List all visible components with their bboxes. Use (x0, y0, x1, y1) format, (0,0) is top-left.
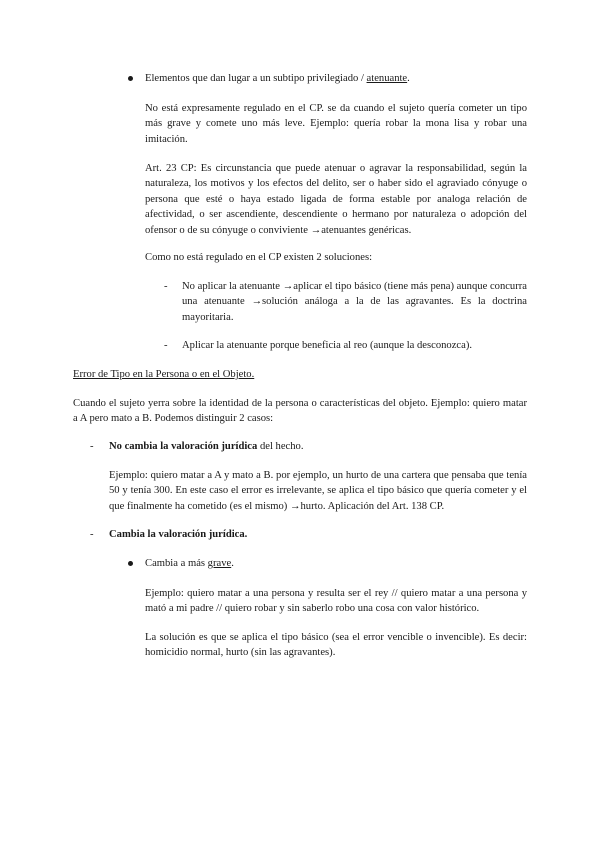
case-1-rest: del hecho. (257, 441, 304, 452)
bullet-item-atenuante (145, 71, 535, 86)
dash-marker: - (164, 340, 168, 351)
dash-marker: - (164, 281, 168, 292)
dash-marker: - (90, 529, 94, 540)
case-2-heading: Cambia la valoración jurídica. (109, 529, 248, 540)
dash-marker: - (90, 441, 94, 452)
solution-item-2: Aplicar la atenuante porque beneficia al reo (aunque la desconozca). (182, 340, 472, 351)
case-1-heading (109, 439, 527, 454)
paragraph-no-regulado: No está expresamente regulado en el CP. se da cuando el sujeto quería cometer un tipo más grave y comete uno más leve. Ejemplo: quería robar la mona lisa y robar una imitación. (145, 103, 527, 145)
bullet-text: Cambia a más (145, 558, 208, 569)
paragraph-intro: Cuando el sujeto yerra sobre la identidad de la persona o características del objeto. Ejemplo: quiero matar a A pero mato a B. Podemos distinguir 2 casos: (73, 398, 527, 425)
solution-item-1: No aplicar la atenuante →aplicar el tipo básico (tiene más pena) aunque concurra una atenuante →solución análoga a la de las agravantes. Es la doctrina mayoritaria. (182, 281, 527, 323)
bullet-text: Elementos que dan lugar a un subtipo privilegiado / (145, 73, 367, 84)
paragraph-art-23: Art. 23 CP: Es circunstancia que puede atenuar o agravar la responsabilidad, según la naturaleza, los motivos y los efectos del delito, ser o haber sido el agraviado cónyuge o persona que esté o haya estado ligada de forma estable por analoga relación de afectividad, o ser ascendiente, descendiente o hermano por naturaleza o adopción del ofensor o de su cónyuge o conviviente →atenuantes genéricas. (145, 163, 527, 236)
case-2-example: Ejemplo: quiero matar a una persona y resulta ser el rey // quiero matar a una persona y mató a mi padre // quiero robar y sin saberlo robo una cosa con valor histórico. (145, 588, 527, 615)
bullet-dot (128, 76, 133, 81)
underlined-term: atenuante (366, 73, 408, 84)
bullet-tail: . (231, 558, 234, 569)
underlined-term: grave (207, 558, 232, 569)
case-2-solucion: La solución es que se aplica el tipo básico (sea el error vencible o invencible). Es decir: homicidio normal, hurto (sin las agravantes). (145, 632, 527, 659)
bullet-dot (128, 561, 133, 566)
bullet-item-grave (145, 556, 527, 571)
case-1-example: Ejemplo: quiero matar a A y mato a B. por ejemplo, un hurto de una cartera que pensaba que tenía 50 y tenía 300. En este caso el error es irrelevante, se aplica el tipo básico que quería cometer y el que finalmente ha cometido (es el mismo) →hurto. Aplicación del Art. 138 CP. (109, 470, 527, 512)
section-heading: Error de Tipo en la Persona o en el Objeto. (73, 369, 255, 380)
bullet-tail: . (407, 73, 410, 84)
bold-text: No cambia la valoración jurídica (109, 441, 258, 452)
paragraph-soluciones: Como no está regulado en el CP existen 2 soluciones: (145, 252, 373, 263)
